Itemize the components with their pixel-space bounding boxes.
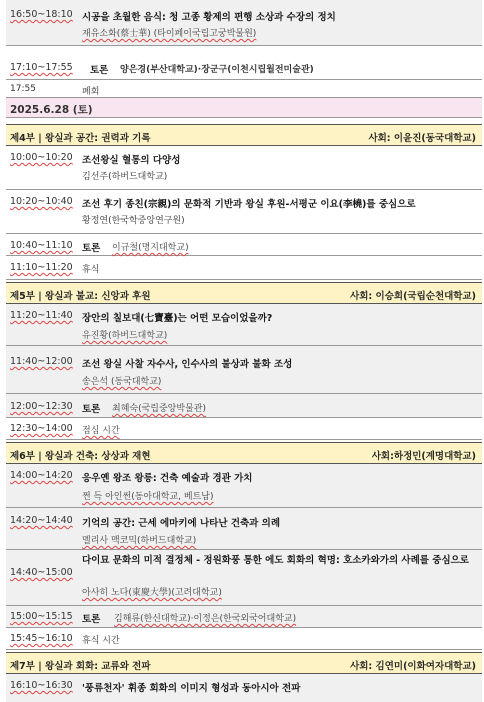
session-title: 제7부 | 왕실과 회화: 교류와 전파 <box>10 661 151 672</box>
talk-title: 시공을 초월한 음식: 청 고종 황제의 편행 소상과 수장의 정치 <box>82 12 336 23</box>
discussant: 이규철(명지대학교) <box>112 243 189 253</box>
discussants: 김해류(한신대학교)·이정은(한국외국어대학교) <box>114 614 297 624</box>
schedule-row <box>6 606 482 628</box>
time-slot: 17:10~17:55 <box>10 62 73 73</box>
discussion-label: 토론 <box>82 404 101 415</box>
date-header <box>6 98 482 118</box>
date-label: 2025.6.28 (토) <box>10 104 93 116</box>
time-slot: 12:00~12:30 <box>10 401 73 412</box>
speaker: 황정연(한국학중앙연구원) <box>82 216 185 226</box>
session-title: 제5부 | 왕실과 불교: 신앙과 후원 <box>10 291 151 302</box>
discussant: 최혜숙(국립중앙박물관) <box>112 404 206 414</box>
time-slot: 15:00~15:15 <box>10 611 73 622</box>
time-slot: 11:40~12:00 <box>10 356 73 367</box>
discussion-label: 토론 <box>82 243 101 254</box>
talk-title: 조선왕실 혈통의 다양성 <box>82 155 181 166</box>
schedule-row <box>6 304 482 346</box>
schedule-row <box>6 674 482 702</box>
break-label: 휴식 시간 <box>82 636 120 646</box>
schedule-row <box>6 628 482 650</box>
talk-title: 조선 후기 종친(宗親)의 문화적 기반과 왕실 후원-서평군 이요(李橈)를 중심으로 <box>82 199 416 210</box>
talk-title: '풍류천자' 휘종 회화의 이미지 형성과 동아시아 전파 <box>82 683 301 694</box>
session-moderator: 사회: 김연미(이화여자대학교) <box>350 661 476 672</box>
speaker: 재유소화(蔡士華) (타이페이국립고궁박물원) <box>82 29 257 39</box>
session-header <box>6 652 482 674</box>
talk-title: 다이묘 문화의 미적 결정체 - 정원화풍 통한 에도 회화의 혁명: 호소카와가의 사례를 중심으로 <box>82 555 469 566</box>
speaker: 송은석 (동국대학교) <box>82 377 162 387</box>
talk-title: 응우옌 왕조 왕릉: 건축 예술과 경관 가치 <box>82 473 253 484</box>
schedule-row <box>6 234 482 256</box>
schedule-row <box>6 394 482 418</box>
session-moderator: 사회: 이윤진(동국대학교) <box>368 133 476 144</box>
talk-title: 장안의 칠보대(七寶臺)는 어떤 모습이었을까? <box>82 313 273 324</box>
discussion-label: 토론 <box>90 65 109 76</box>
session-moderator: 사회: 이승희(국립순천대학교) <box>350 291 476 302</box>
talk-title: 기억의 공간: 근세 에마키에 나타난 건축과 의례 <box>82 518 281 529</box>
session-title: 제4부 | 왕실과 공간: 권력과 기록 <box>10 133 151 144</box>
schedule-row <box>6 146 482 190</box>
time-slot: 16:50~18:10 <box>10 9 73 20</box>
time-slot: 10:40~11:10 <box>10 240 73 251</box>
schedule-row <box>6 464 482 508</box>
time-slot: 10:20~10:40 <box>10 196 73 207</box>
speaker: 멜리사 맥코믹(하버드대학교) <box>82 536 197 546</box>
talk-title: 조선 왕실 사찰 자수사, 인수사의 불상과 불화 조성 <box>82 359 293 370</box>
time-slot: 15:45~16:10 <box>10 633 73 644</box>
speaker: 유진황(하버드대학교) <box>82 331 168 341</box>
schedule-row <box>6 256 482 280</box>
schedule-row <box>6 190 482 234</box>
break-label: 휴식 <box>82 265 100 275</box>
time-slot: 11:10~11:20 <box>10 262 73 273</box>
lunch-label: 점심 시간 <box>82 426 120 436</box>
time-slot: 17:55 <box>10 84 36 94</box>
session-header <box>6 282 482 304</box>
time-slot: 10:00~10:20 <box>10 152 73 163</box>
discussants: 양은경(부산대학교)·장군구(이천시립월전미술관) <box>120 65 314 75</box>
schedule-row <box>6 508 482 550</box>
schedule-row <box>6 418 482 440</box>
schedule-row <box>6 550 482 606</box>
time-slot: 11:20~11:40 <box>10 310 73 321</box>
session-title: 제6부 | 왕실과 건축: 상상과 재현 <box>10 451 151 462</box>
schedule-row <box>6 46 482 80</box>
schedule-row <box>6 80 482 98</box>
speaker: 쩐 득 아인썬(동아대학교, 베트남) <box>82 492 214 502</box>
speaker: 아사히 노다(東慶大學)(고려대학교) <box>82 588 222 598</box>
time-slot: 14:20~14:40 <box>10 515 73 526</box>
closing-label: 폐회 <box>82 87 100 97</box>
speaker: 김선주(하버드대학교) <box>82 172 168 182</box>
schedule-row <box>6 346 482 394</box>
time-slot: 14:00~14:20 <box>10 470 73 481</box>
schedule-row <box>6 0 482 46</box>
discussion-label: 토론 <box>82 614 101 625</box>
time-slot: 16:10~16:30 <box>10 680 73 691</box>
time-slot: 14:40~15:00 <box>10 567 73 578</box>
session-header <box>6 124 482 146</box>
session-header <box>6 442 482 464</box>
time-slot: 12:30~14:00 <box>10 423 73 434</box>
session-moderator: 사회:하정민(계명대학교) <box>371 451 476 462</box>
